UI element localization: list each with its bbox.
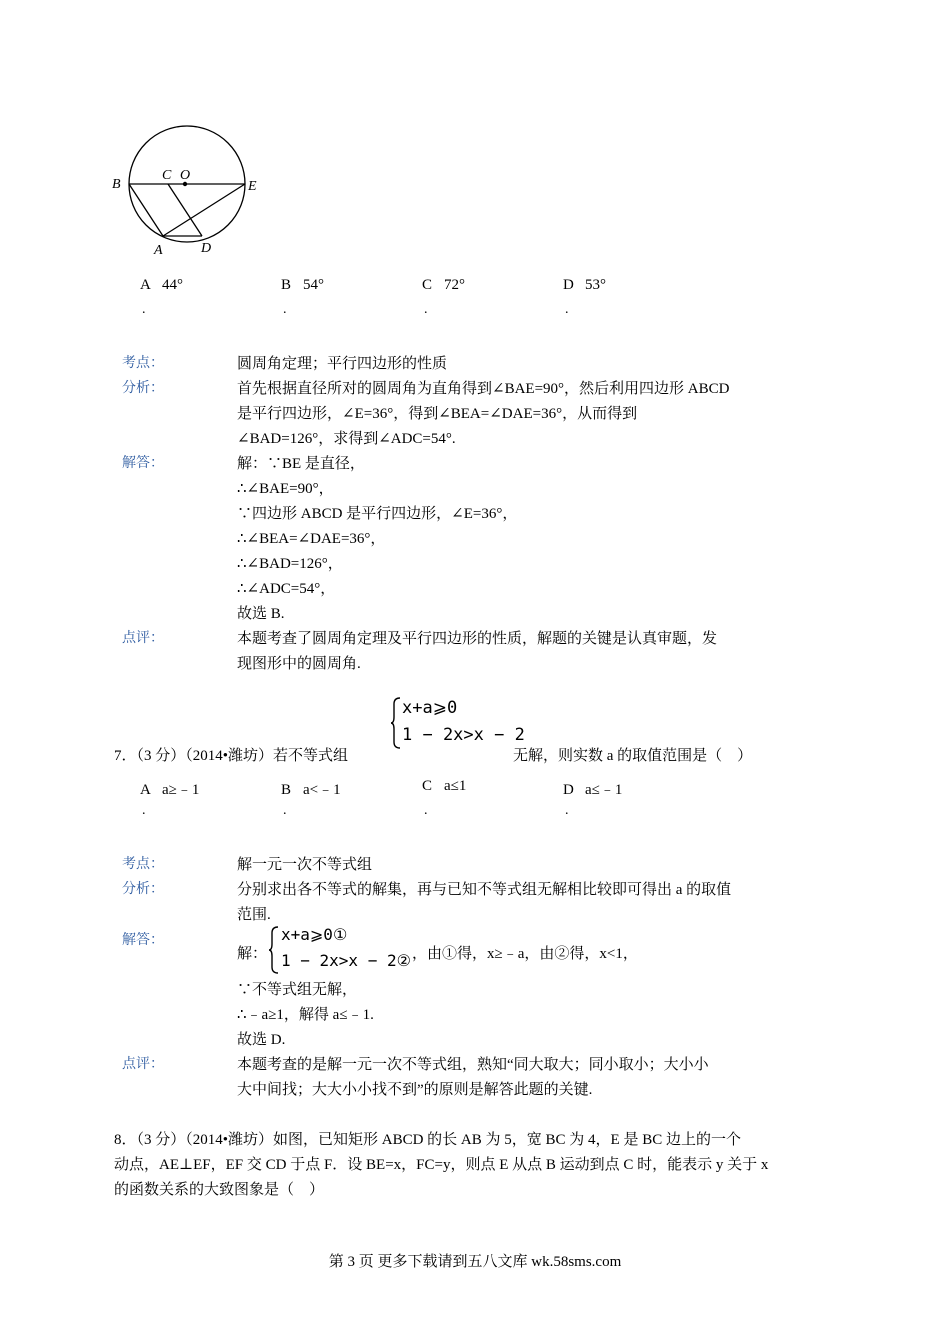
q6-jieda-line: ∴∠ADC=54°， [237, 581, 336, 597]
q7-option-c[interactable]: C a≤1 [422, 778, 467, 794]
circle-figure [108, 118, 268, 258]
q7-jieda-prefix: 解： [237, 946, 268, 962]
q7-kaodian: 解一元一次不等式组 [237, 857, 373, 873]
q7-option-b[interactable]: B a<﹣1 [281, 782, 341, 798]
q7-option-dot: . [424, 803, 428, 818]
q7-dianping-line: 本题考查的是解一元一次不等式组，熟知“同大取大；同小取小；大小小 [237, 1057, 709, 1073]
q8-line: 的函数关系的大致图象是（ ） [114, 1182, 325, 1198]
q6-fenxi-label: 分析： [122, 380, 164, 396]
q7-stem-before: 7．（3 分）（2014•潍坊）若不等式组 [114, 748, 349, 764]
q8-line: 8．（3 分）（2014•潍坊）如图，已知矩形 ABCD 的长 AB 为 5，宽 BC 为 4，E 是 BC 边上的一个 [114, 1132, 741, 1148]
label-a: A [154, 243, 163, 258]
q7-option-dot: . [565, 803, 569, 818]
q6-jieda-line: 故选 B. [237, 606, 285, 622]
q7-dianping-line: 大中间找；大大小小找不到”的原则是解答此题的关键. [237, 1082, 593, 1098]
q6-option-dot: . [142, 302, 146, 317]
q7-system-line2: 1 − 2x>x − 2 [402, 725, 525, 745]
q7-jieda-line: 故选 D. [237, 1032, 286, 1048]
q7-fenxi-line: 范围. [237, 907, 271, 923]
q6-option-d[interactable]: D 53° [563, 277, 606, 293]
q7-jieda-suffix: ，由①得，x≥﹣a，由②得，x<1， [412, 946, 638, 962]
q8-line: 动点，AE⊥EF，EF 交 CD 于点 F．设 BE=x，FC=y，则点 E 从点 B 运动到点 C 时，能表示 y 关于 x [114, 1157, 769, 1173]
q7-jieda-brace [268, 925, 280, 975]
q7-brace [390, 696, 402, 750]
q7-option-d[interactable]: D a≤﹣1 [563, 782, 623, 798]
q6-option-dot: . [424, 302, 428, 317]
label-o: O [180, 168, 191, 183]
q6-fenxi-line: 是平行四边形，∠E=36°，得到∠BEA=∠DAE=36°，从而得到 [237, 406, 638, 422]
q6-jieda-line: ∴∠BEA=∠DAE=36°， [237, 531, 386, 547]
q7-fenxi-line: 分别求出各不等式的解集，再与已知不等式组无解相比较即可得出 a 的取值 [237, 882, 732, 898]
q6-option-dot: . [283, 302, 287, 317]
q7-option-dot: . [283, 803, 287, 818]
q6-jieda-line: 解：∵BE 是直径， [237, 456, 365, 472]
q7-jieda-label: 解答： [122, 932, 164, 948]
q7-stem-after: 无解，则实数 a 的取值范围是（ ） [513, 748, 753, 764]
q6-fenxi-line: ∠BAD=126°，求得到∠ADC=54°. [237, 431, 456, 447]
q7-fenxi-label: 分析： [122, 881, 164, 897]
q7-kaodian-label: 考点： [122, 856, 164, 872]
segment-cd [168, 184, 202, 236]
q6-option-dot: . [565, 302, 569, 317]
q6-jieda-line: ∴∠BAE=90°， [237, 481, 334, 497]
label-b: B [112, 177, 121, 192]
label-d: D [201, 241, 212, 256]
segment-ae [163, 184, 245, 236]
q6-kaodian: 圆周角定理；平行四边形的性质 [237, 356, 448, 372]
q6-option-b[interactable]: B 54° [281, 277, 324, 293]
page-footer: 第 3 页 更多下载请到五八文库 wk.58sms.com [328, 1254, 622, 1270]
label-e: E [248, 179, 257, 194]
label-c: C [162, 168, 172, 183]
q6-option-a[interactable]: A 44° [140, 277, 183, 293]
q7-jieda-sys2: 1 − 2x>x − 2② [281, 951, 411, 970]
q7-jieda-sys1: x+a⩾0① [281, 925, 348, 944]
segment-ba [129, 184, 163, 236]
q6-jieda-line: ∵四边形 ABCD 是平行四边形，∠E=36°， [237, 506, 518, 522]
q6-dianping-line: 现图形中的圆周角. [237, 656, 361, 672]
q6-fenxi-line: 首先根据直径所对的圆周角为直角得到∠BAE=90°，然后利用四边形 ABCD [237, 381, 730, 397]
q7-dianping-label: 点评： [122, 1056, 164, 1072]
q6-jieda-line: ∴∠BAD=126°， [237, 556, 343, 572]
q7-option-dot: . [142, 803, 146, 818]
q6-option-c[interactable]: C 72° [422, 277, 465, 293]
q6-dianping-label: 点评： [122, 630, 164, 646]
q6-kaodian-label: 考点： [122, 355, 164, 371]
q7-system-line1: x+a⩾0 [402, 698, 458, 718]
q6-dianping-line: 本题考查了圆周角定理及平行四边形的性质，解题的关键是认真审题，发 [237, 631, 718, 647]
q7-jieda-line: ∴﹣a≥1，解得 a≤﹣1. [237, 1007, 374, 1023]
q7-jieda-line: ∵不等式组无解， [237, 982, 358, 998]
q6-jieda-label: 解答： [122, 455, 164, 471]
q7-option-a[interactable]: A a≥﹣1 [140, 782, 200, 798]
